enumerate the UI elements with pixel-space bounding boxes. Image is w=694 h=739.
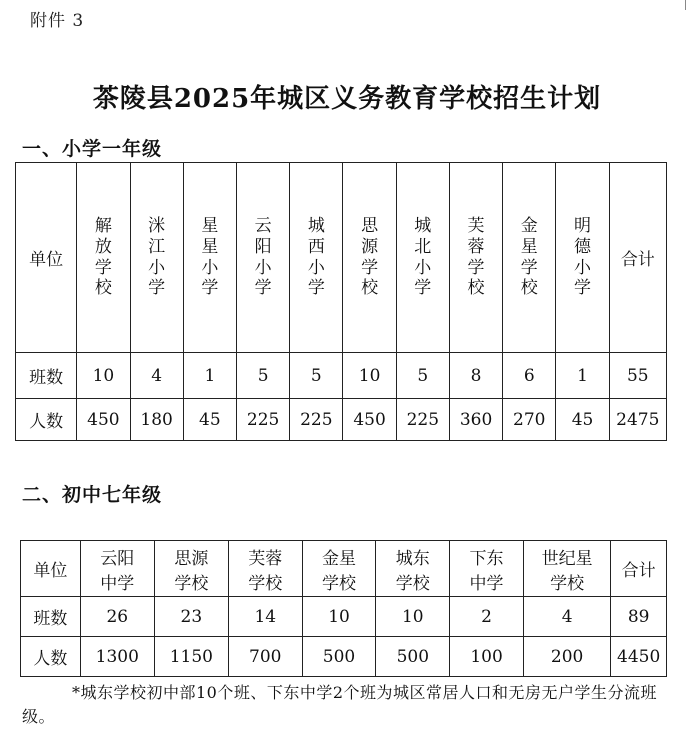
- school-name-line1: 思源: [174, 548, 209, 569]
- school-header-cell: [130, 163, 183, 353]
- table-row: [21, 597, 667, 637]
- document-title: 茶陵县2025年城区义务教育学校招生计划: [92, 84, 602, 114]
- school-name-line2: 学校: [550, 573, 585, 594]
- table-cell: 2: [450, 597, 524, 637]
- page-corner-mark: [685, 0, 694, 10]
- total-cell: 4450: [611, 637, 667, 677]
- row-label: 班数: [21, 597, 81, 637]
- table-cell: 10: [77, 353, 130, 399]
- table-cell: 5: [290, 353, 343, 399]
- row-label: 人数: [21, 637, 81, 677]
- row-header-label: 单位: [33, 561, 68, 581]
- primary-enrollment-table: [15, 162, 667, 441]
- footnote: *城东学校初中部10个班、下东中学2个班为城区常居人口和无房无户学生分流班级。: [22, 683, 658, 726]
- school-name-line2: 中学: [100, 573, 135, 594]
- school-header-cell: [396, 163, 449, 353]
- row-label: 班数: [16, 353, 77, 399]
- school-header-cell: [236, 163, 289, 353]
- school-header-cell: [290, 163, 343, 353]
- school-header-cell: [450, 541, 524, 597]
- table-cell: 4: [130, 353, 183, 399]
- school-name-line2: 学校: [174, 573, 209, 594]
- table-cell: 1: [556, 353, 609, 399]
- school-name: 解放学校: [94, 216, 112, 299]
- total-header-cell: [609, 163, 666, 353]
- school-header-cell: [228, 541, 302, 597]
- table-row: [21, 637, 667, 677]
- school-name: 明德小学: [574, 216, 591, 299]
- table-cell: 8: [449, 353, 502, 399]
- table-cell: 700: [228, 637, 302, 677]
- table-cell: 200: [523, 637, 610, 677]
- school-header-cell: [556, 163, 609, 353]
- school-name: 星星小学: [201, 216, 219, 299]
- school-name-line2: 学校: [248, 573, 283, 594]
- total-header-cell: [611, 541, 667, 597]
- table-row: [16, 399, 667, 441]
- school-name-line2: 中学: [469, 573, 504, 594]
- table-cell: 100: [450, 637, 524, 677]
- total-label: 合计: [621, 561, 656, 581]
- total-cell: 2475: [609, 399, 666, 441]
- school-name-line1: 云阳: [100, 548, 135, 569]
- table-header-row: [21, 541, 667, 597]
- junior-section-heading: 二、初中七年级: [22, 484, 163, 506]
- school-header-cell: [449, 163, 502, 353]
- table-cell: 450: [343, 399, 396, 441]
- table-cell: 225: [396, 399, 449, 441]
- table-cell: 23: [154, 597, 228, 637]
- table-cell: 10: [302, 597, 376, 637]
- table-cell: 450: [77, 399, 130, 441]
- school-name-line1: 芙蓉: [248, 548, 283, 569]
- school-header-cell: [376, 541, 450, 597]
- school-name: 金星学校: [520, 216, 538, 299]
- table-cell: 26: [80, 597, 154, 637]
- school-name: 思源学校: [361, 216, 379, 299]
- table-cell: 180: [130, 399, 183, 441]
- school-name-line2: 学校: [322, 573, 357, 594]
- school-name: 芙蓉学校: [467, 216, 485, 299]
- table-cell: 45: [183, 399, 236, 441]
- school-header-cell: [183, 163, 236, 353]
- table-cell: 45: [556, 399, 609, 441]
- table-cell: 1150: [154, 637, 228, 677]
- total-cell: 55: [609, 353, 666, 399]
- school-name-line1: 城东: [395, 548, 430, 569]
- primary-section-heading: 一、小学一年级: [22, 138, 163, 160]
- table-cell: 225: [290, 399, 343, 441]
- school-header-cell: [302, 541, 376, 597]
- row-header-cell: [21, 541, 81, 597]
- row-header-label: 单位: [29, 250, 64, 270]
- school-name: 洣江小学: [148, 216, 166, 299]
- school-header-cell: [343, 163, 396, 353]
- table-cell: 270: [503, 399, 556, 441]
- school-header-cell: [154, 541, 228, 597]
- table-row: [16, 353, 667, 399]
- table-cell: 5: [236, 353, 289, 399]
- school-header-cell: [80, 541, 154, 597]
- school-header-cell: [77, 163, 130, 353]
- school-name-line1: 下东: [469, 548, 504, 569]
- table-cell: 500: [302, 637, 376, 677]
- table-cell: 1300: [80, 637, 154, 677]
- junior-enrollment-table: [20, 540, 667, 677]
- table-cell: 6: [503, 353, 556, 399]
- school-header-cell: [523, 541, 610, 597]
- school-name: 云阳小学: [254, 216, 272, 299]
- table-cell: 5: [396, 353, 449, 399]
- table-cell: 10: [343, 353, 396, 399]
- school-header-cell: [503, 163, 556, 353]
- school-name: 城北小学: [414, 216, 432, 299]
- school-name-line2: 学校: [395, 573, 430, 594]
- row-header-cell: [16, 163, 77, 353]
- table-header-row: [16, 163, 667, 353]
- table-cell: 500: [376, 637, 450, 677]
- table-cell: 4: [523, 597, 610, 637]
- table-cell: 360: [449, 399, 502, 441]
- table-cell: 225: [236, 399, 289, 441]
- attachment-label: 附件 3: [30, 11, 85, 31]
- table-cell: 14: [228, 597, 302, 637]
- school-name-line1: 金星: [322, 548, 357, 569]
- school-name: 城西小学: [307, 216, 325, 299]
- table-cell: 10: [376, 597, 450, 637]
- school-name-line1: 世纪星: [541, 548, 593, 569]
- total-label: 合计: [620, 250, 655, 270]
- table-cell: 1: [183, 353, 236, 399]
- total-cell: 89: [611, 597, 667, 637]
- row-label: 人数: [16, 399, 77, 441]
